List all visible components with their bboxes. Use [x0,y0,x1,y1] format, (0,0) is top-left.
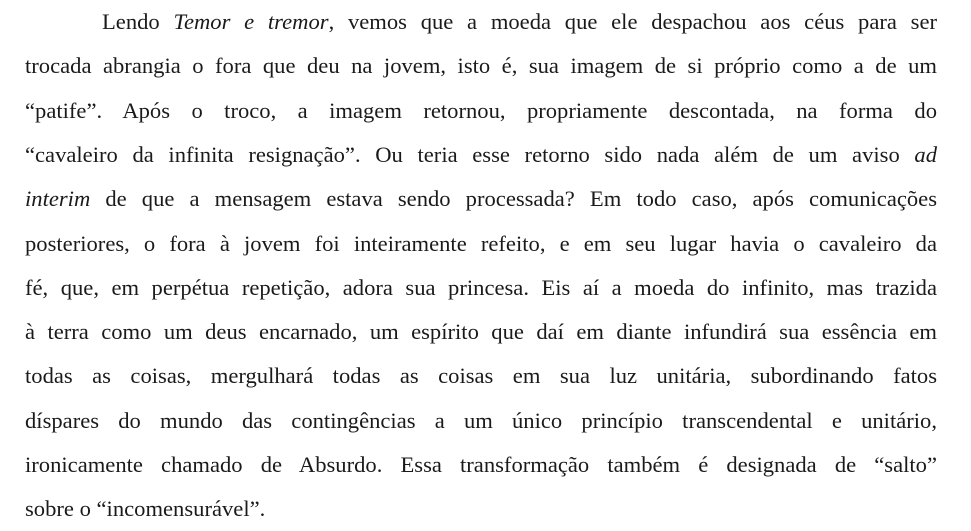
text-segment: ironicamente chamado de Absurdo. Essa transformação também é designada de “salto” [25,452,937,477]
text-segment: fé, que, em perpétua repetição, adora sua princesa. Eis aí a moeda do infinito, mas trazida [25,274,937,300]
text-line [25,310,937,354]
text-segment: à terra como um deus encarnado, um espírito que daí em diante infundirá sua essência em [25,319,937,345]
text-line [25,89,937,133]
italic-text: interim [25,186,91,212]
text-segment: trocada abrangia o fora que deu na jovem, isto é, sua imagem de si próprio como a de um [25,53,937,79]
text-line [25,354,937,398]
text-line [25,266,937,310]
italic-text: Temor e tremor [173,9,329,34]
italic-text: ad [914,141,937,167]
text-segment: Lendo [102,9,174,34]
text-line [25,133,937,177]
text-segment: de que a mensagem estava sendo processada? Em todo caso, após comunicações [90,186,937,212]
text-segment: , vemos que a moeda que ele despachou aos céus para ser [328,9,938,34]
text-line [25,399,937,443]
text-line [25,443,937,487]
text-segment: “patife”. Após o troco, a imagem retornou, propriamente descontada, na forma do [25,97,937,123]
text-line [25,222,937,266]
text-line [25,177,937,221]
text-segment: todas as coisas, mergulhará todas as coisas em sua luz unitária, subordinando fatos [25,363,937,389]
text-line [25,44,937,88]
text-segment: “cavaleiro da infinita resignação”. Ou teria esse retorno sido nada além de um aviso [25,141,915,167]
text-segment: posteriores, o fora à jovem foi inteiramente refeito, e em seu lugar havia o cavaleiro da [25,230,937,256]
text-segment: sobre o “incomensurável”. [25,496,266,522]
text-line [102,0,937,44]
text-segment: díspares do mundo das contingências a um único princípio transcendental e unitário, [25,407,937,433]
text-line [25,487,937,531]
